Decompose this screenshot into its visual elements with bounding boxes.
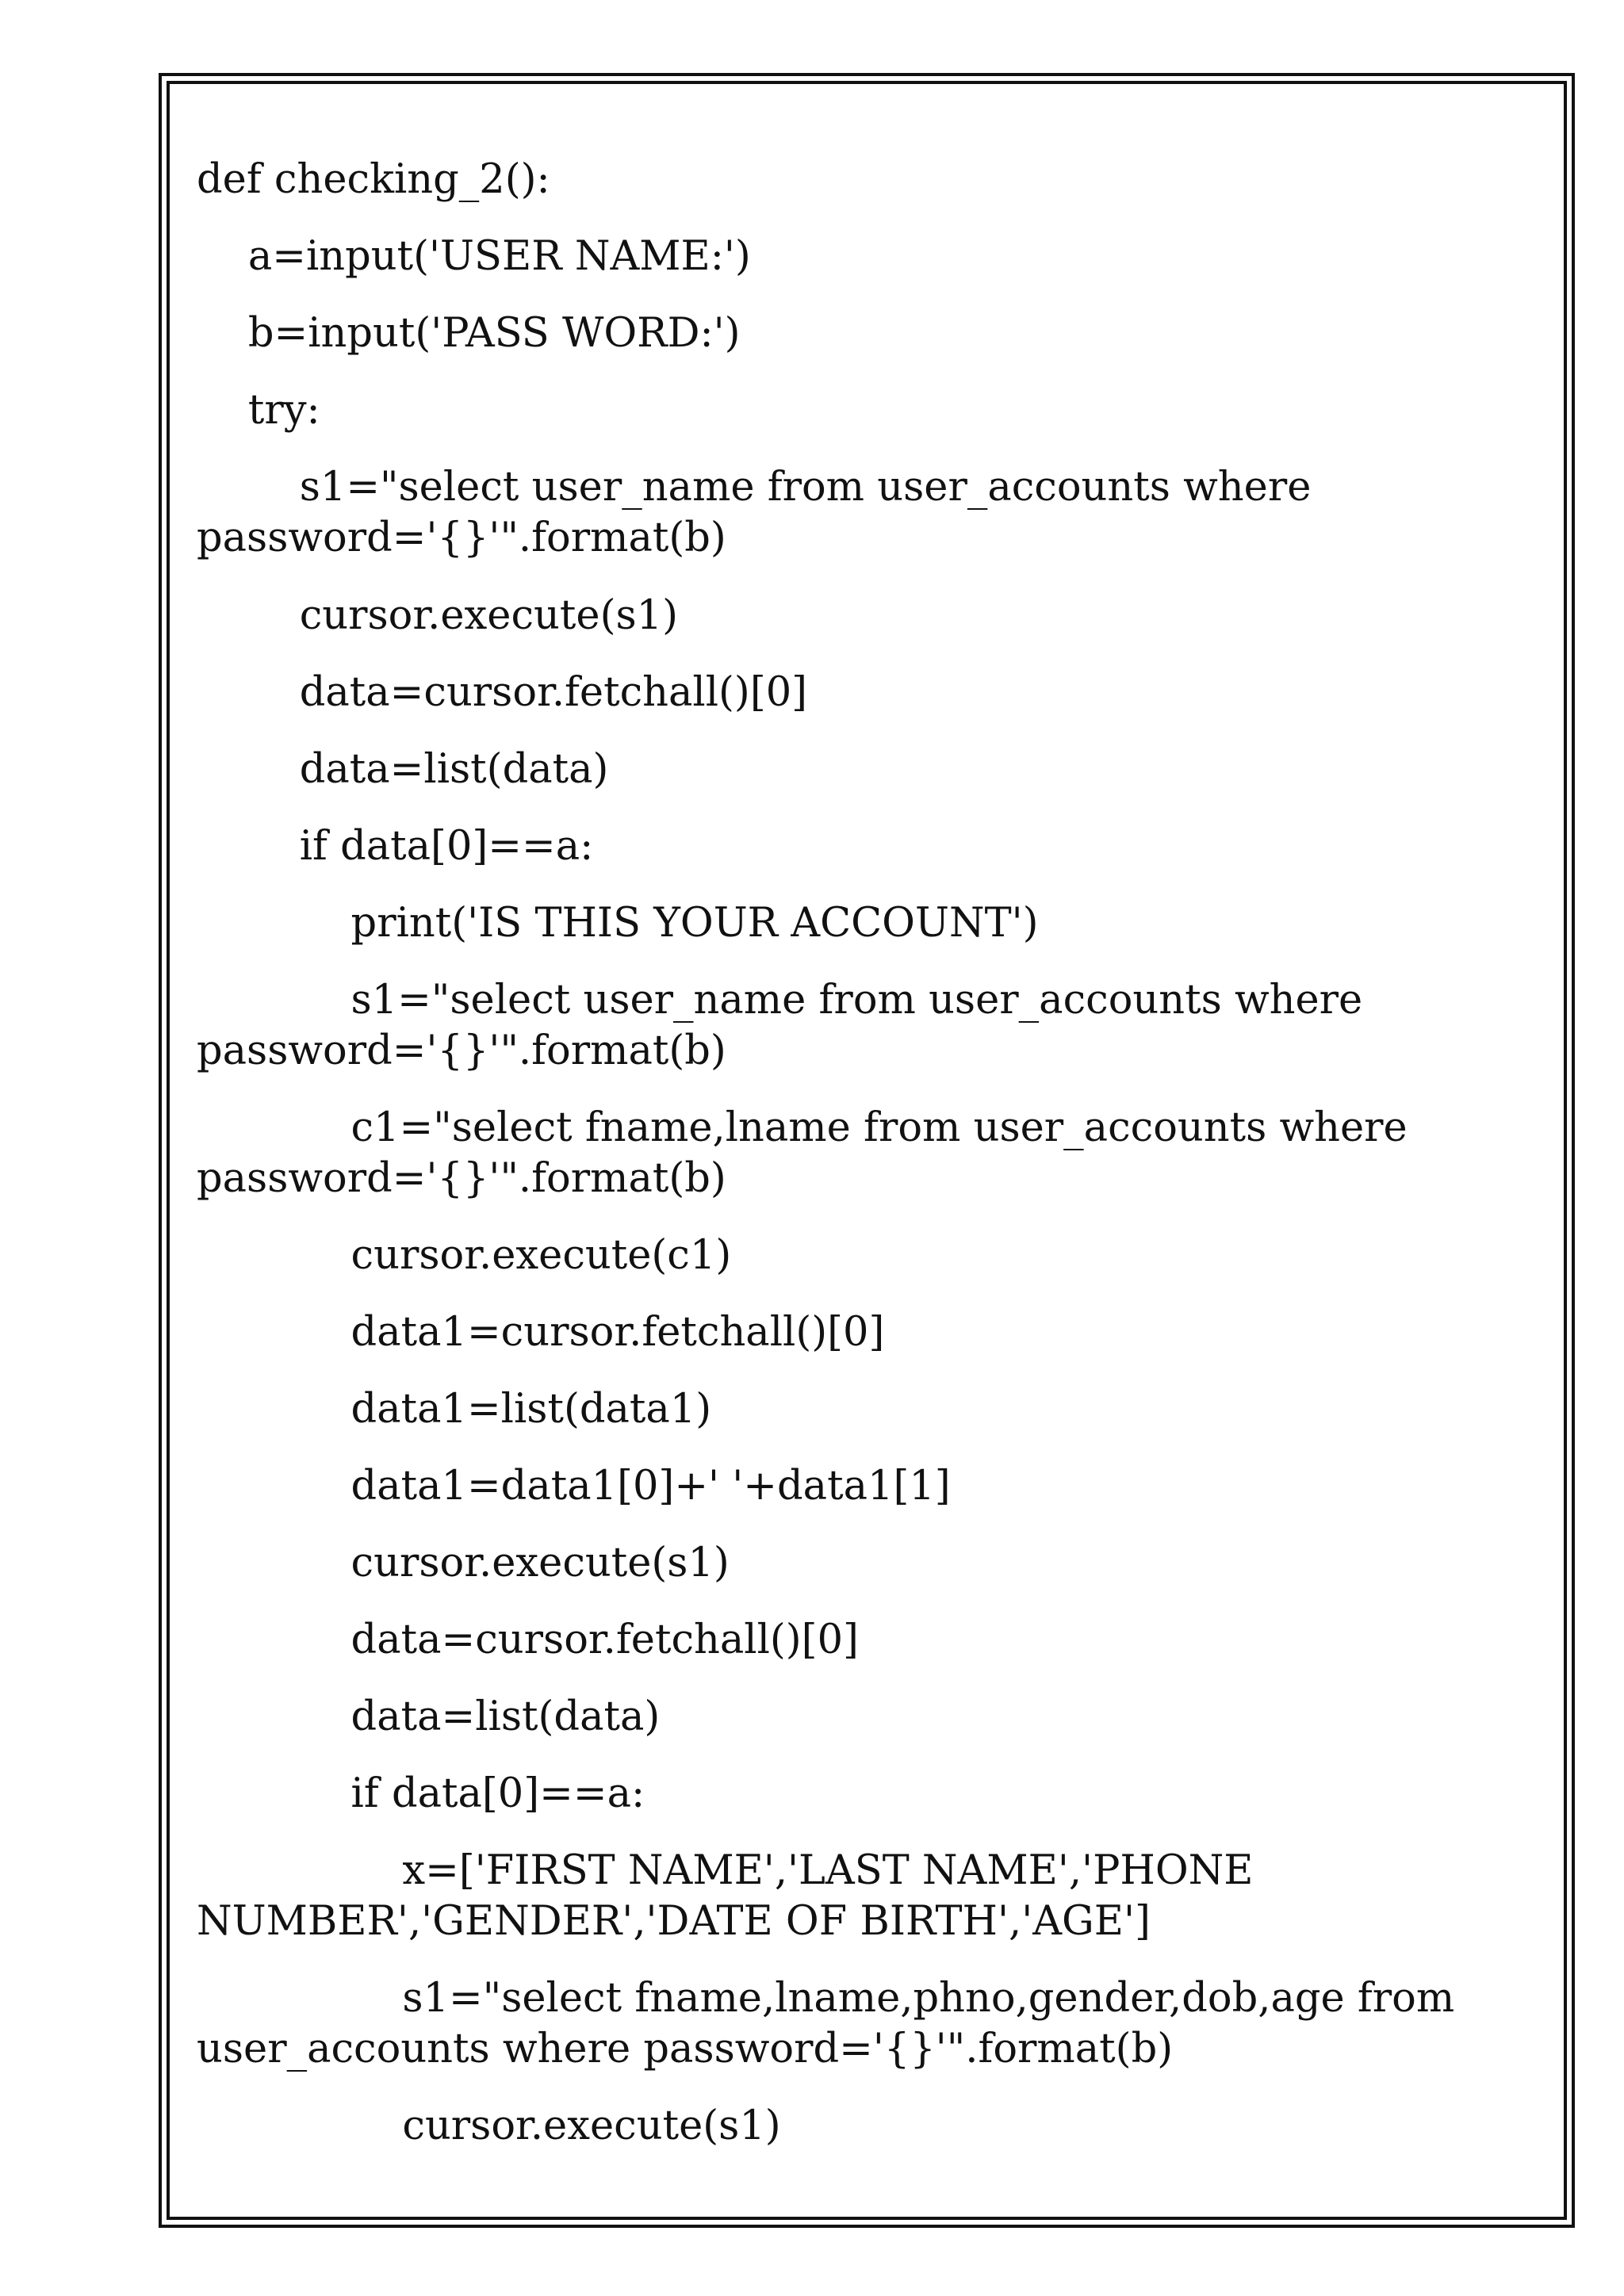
code-line: cursor.execute(s1) — [197, 592, 678, 639]
code-line: if data[0]==a: — [197, 1770, 645, 1817]
code-line: x=['FIRST NAME','LAST NAME','PHONE NUMBER','GENDER','DATE OF BIRTH','AGE'] — [197, 1847, 1254, 1945]
code-line: s1="select user_name from user_accounts where password='{}'".format(b) — [197, 977, 1363, 1074]
code-line: b=input('PASS WORD:') — [197, 310, 741, 357]
code-line: data1=list(data1) — [197, 1386, 712, 1433]
code-line: a=input('USER NAME:') — [197, 233, 751, 280]
code-line: data=cursor.fetchall()[0] — [197, 669, 808, 716]
code-line: try: — [197, 387, 320, 434]
code-line: cursor.execute(s1) — [197, 1540, 730, 1586]
code-line: data1=cursor.fetchall()[0] — [197, 1309, 885, 1356]
code-line: data1=data1[0]+' '+data1[1] — [197, 1463, 951, 1510]
code-line: print('IS THIS YOUR ACCOUNT') — [197, 900, 1039, 947]
code-line: def checking_2(): — [197, 156, 550, 203]
code-line: data=list(data) — [197, 746, 609, 793]
code-line: cursor.execute(s1) — [197, 2103, 781, 2149]
code-line: if data[0]==a: — [197, 823, 594, 870]
code-line: cursor.execute(c1) — [197, 1232, 732, 1279]
code-line: s1="select fname,lname,phno,gender,dob,age from user_accounts where password='{}'".format(b) — [197, 1975, 1455, 2072]
code-line: data=cursor.fetchall()[0] — [197, 1617, 859, 1663]
code-line: s1="select user_name from user_accounts where password='{}'".format(b) — [197, 464, 1312, 561]
code-line: c1="select fname,lname from user_accounts where password='{}'".format(b) — [197, 1104, 1408, 1202]
code-line: data=list(data) — [197, 1693, 661, 1740]
